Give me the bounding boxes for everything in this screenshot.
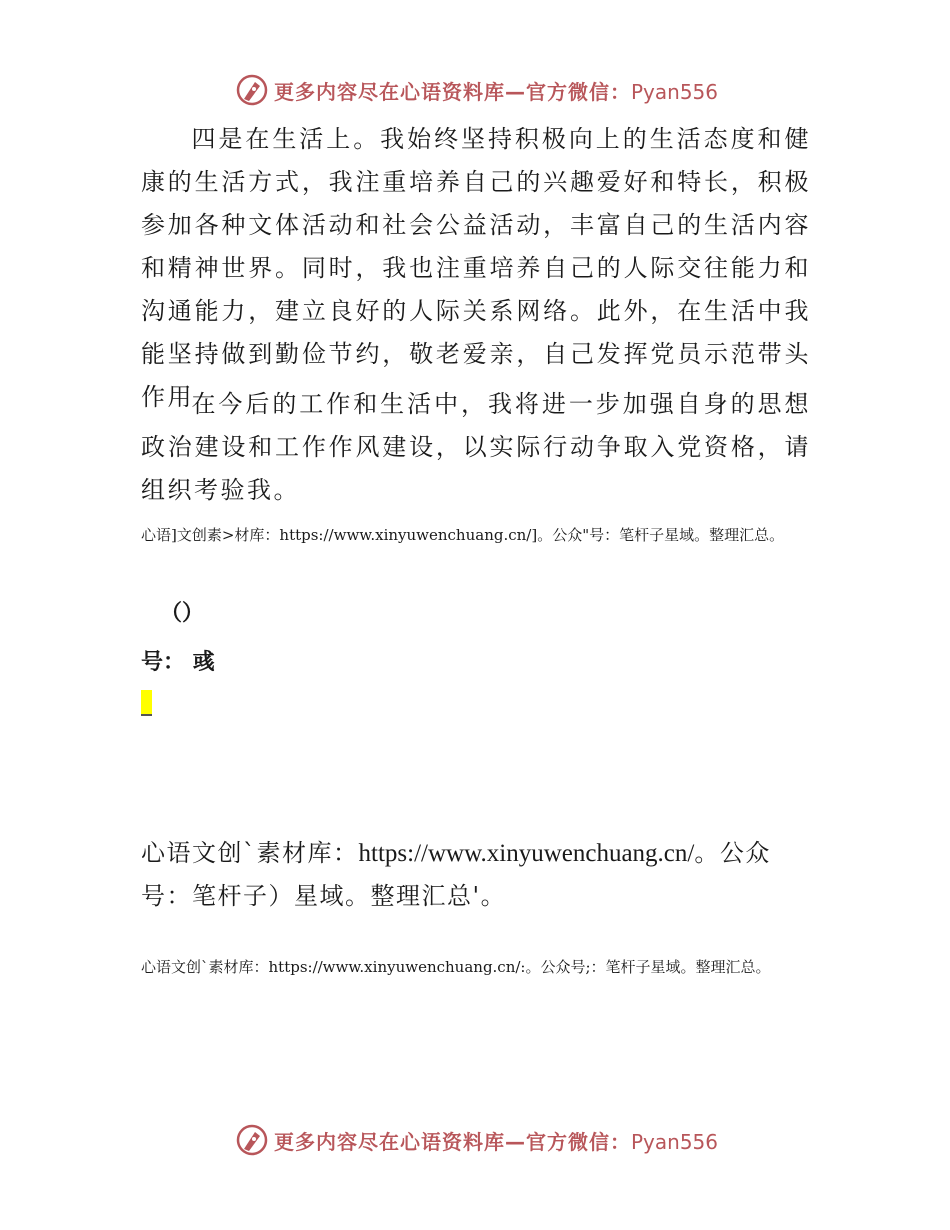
pen-nib-logo-icon (234, 72, 270, 108)
banner-text (274, 76, 718, 105)
header-banner (234, 70, 718, 110)
footer-banner (234, 1120, 718, 1160)
paragraph-life-text: 四是在生活上。我始终坚持积极向上的生活态度和健康的生活方式，我注重培养自己的兴趣爱好和特长，积极参加各种文体活动和社会公益活动，丰富自己的生活内容和精神世界。同时，我也注重培养自己的人际交往能力和沟通能力，建立良好的人际关系网络。此外，在生活中我能坚持做到勤俭节约，敬老爱亲，自己发挥党员示范带头作用 (141, 125, 811, 411)
source-note-1: 心语]文创素>材库：https://www.xinyuwenchuang.cn/]。公众"号：笔杆子星域。整理汇总。 (141, 526, 785, 544)
source-note-large (141, 832, 821, 918)
pen-nib-logo-icon (234, 1122, 270, 1158)
source-note-large-prefix: 心语文创`素材库： (141, 839, 359, 867)
banner-text-wechat-id: Pyan556 (631, 1129, 719, 1154)
number-label: 号： 彧 (141, 650, 215, 675)
source-url[interactable]: https://www.xinyuwenchuang.cn/ (358, 840, 695, 867)
banner-text-wechat-id: Pyan556 (631, 79, 719, 104)
highlight-cursor (141, 690, 152, 716)
source-note-large-suffix: 。公众号：笔杆子）星域。整理汇总'。 (141, 839, 771, 910)
banner-text-cn: 更多内容尽在心语资料库—官方微信： (274, 1129, 631, 1154)
source-note-2: 心语文创`素材库：https://www.xinyuwenchuang.cn/:。公众号;：笔杆子星域。整理汇总。 (141, 958, 771, 976)
banner-text (274, 1126, 718, 1155)
banner-text-cn: 更多内容尽在心语资料库—官方微信： (274, 79, 631, 104)
empty-parentheses: （） (160, 601, 205, 626)
paragraph-conclusion-text: 在今后的工作和生活中，我将进一步加强自身的思想政治建设和工作作风建设，以实际行动争取入党资格，请组织考验我。 (141, 390, 811, 504)
paragraph-life (141, 118, 811, 419)
paragraph-conclusion (141, 383, 811, 512)
